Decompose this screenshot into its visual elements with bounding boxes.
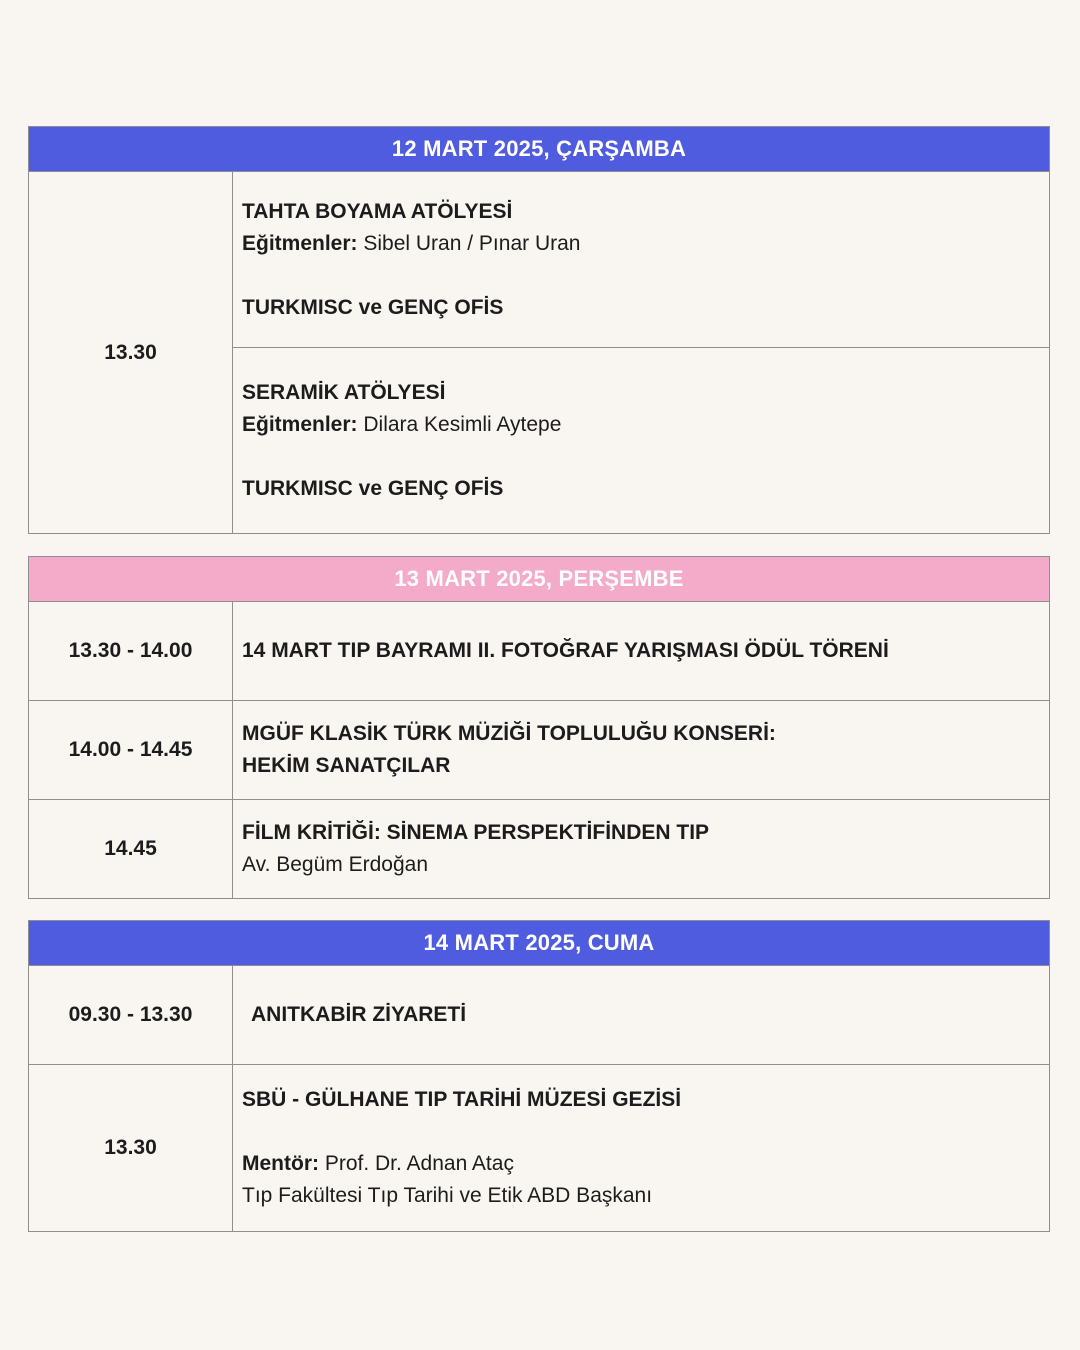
event-title: ANITKABİR ZİYARETİ <box>251 1003 467 1026</box>
event-title: SERAMİK ATÖLYESİ <box>242 380 446 404</box>
instructors-value: Sibel Uran / Pınar Uran <box>357 231 581 255</box>
schedule-row <box>29 172 1049 533</box>
day-table-14-mart <box>28 920 1050 1232</box>
schedule-row <box>29 1065 1049 1231</box>
time-cell: 13.30 <box>29 1065 233 1231</box>
events-cell <box>233 1065 1049 1231</box>
time-cell: 14.45 <box>29 800 233 898</box>
time-cell: 09.30 - 13.30 <box>29 966 233 1064</box>
time-cell: 13.30 - 14.00 <box>29 602 233 700</box>
day-header: 13 MART 2025, PERŞEMBE <box>29 557 1049 602</box>
event-title: TAHTA BOYAMA ATÖLYESİ <box>242 199 513 223</box>
day-table-12-mart <box>28 126 1050 534</box>
events-cell <box>233 966 1049 1064</box>
event-title: SBÜ - GÜLHANE TIP TARİHİ MÜZESİ GEZİSİ <box>242 1088 682 1111</box>
event-title: FİLM KRİTİĞİ: SİNEMA PERSPEKTİFİNDEN TIP <box>242 821 710 844</box>
event-instructors <box>242 228 1037 260</box>
events-cell <box>233 701 1049 799</box>
mentor-value: Prof. Dr. Adnan Ataç <box>319 1152 514 1175</box>
event-mentor <box>242 1148 1037 1180</box>
event-title-line2: HEKİM SANATÇILAR <box>242 754 451 777</box>
mentor-label: Mentör: <box>242 1152 319 1175</box>
events-cell <box>233 172 1049 533</box>
event-konser <box>233 701 1049 799</box>
event-organizer: TURKMISC ve GENÇ OFİS <box>242 295 504 319</box>
instructors-label: Eğitmenler: <box>242 231 358 255</box>
event-seramik <box>233 348 1049 533</box>
day-table-13-mart <box>28 556 1050 899</box>
event-muze-gezisi <box>233 1065 1049 1231</box>
event-odul-toreni <box>233 602 1049 700</box>
schedule-row <box>29 602 1049 701</box>
time-cell: 13.30 <box>29 172 233 533</box>
event-title-line1: MGÜF KLASİK TÜRK MÜZİĞİ TOPLULUĞU KONSERİ: <box>242 722 776 745</box>
time-cell: 14.00 - 14.45 <box>29 701 233 799</box>
instructors-value: Dilara Kesimli Aytepe <box>357 412 562 436</box>
day-header: 12 MART 2025, ÇARŞAMBA <box>29 127 1049 172</box>
event-film-kritigi <box>233 800 1049 898</box>
event-tahta-boyama <box>233 172 1049 348</box>
schedule-row <box>29 966 1049 1065</box>
schedule-row <box>29 800 1049 898</box>
events-cell <box>233 602 1049 700</box>
day-header: 14 MART 2025, CUMA <box>29 921 1049 966</box>
event-instructors <box>242 409 1037 441</box>
mentor-role: Tıp Fakültesi Tıp Tarihi ve Etik ABD Başkanı <box>242 1184 653 1207</box>
schedule-row <box>29 701 1049 800</box>
event-title: 14 MART TIP BAYRAMI II. FOTOĞRAF YARIŞMASI ÖDÜL TÖRENİ <box>242 639 889 662</box>
event-organizer: TURKMISC ve GENÇ OFİS <box>242 476 504 500</box>
event-speaker: Av. Begüm Erdoğan <box>242 853 429 876</box>
events-cell <box>233 800 1049 898</box>
instructors-label: Eğitmenler: <box>242 412 358 436</box>
event-anitkabir <box>233 966 1049 1064</box>
